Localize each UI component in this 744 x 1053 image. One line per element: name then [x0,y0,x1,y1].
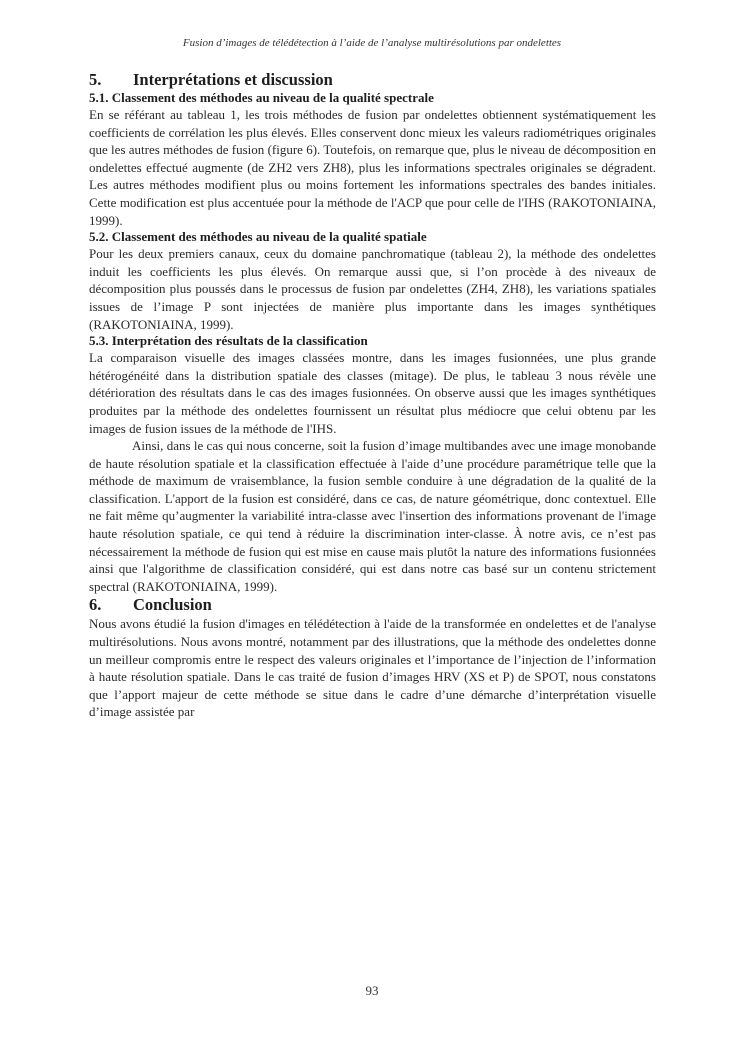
running-header: Fusion d’images de télédétection à l’aide de l’analyse multirésolutions par ondelettes [182,37,562,49]
subsection-5-1-paragraph: En se référant au tableau 1, les trois méthodes de fusion par ondelettes obtiennent systématiquement les coefficients de corrélation les plus élevés. Elles conservent donc mieux les valeurs radiométriques originales que les autres méthodes de fusion (figure 6). Toutefois, on remarque que, plus le niveau de décomposition en ondelettes effectué augmente (de ZH2 vers ZH8), plus les informations spectrales originales se dégradent. Les autres méthodes modifient plus ou moins fortement les informations spectrales des bandes initiales. Cette modification est plus accentuée pour la méthode de l'ACP que pour celle de l'IHS (RAKOTONIAINA, 1999). [89,107,656,228]
section-5-heading [89,70,656,90]
subsection-5-1-title: 5.1. Classement des méthodes au niveau de la qualité spectrale [89,90,434,105]
page-number: 93 [365,983,379,998]
section-5-number: 5. [89,70,102,89]
section-6-title: Conclusion [133,595,212,615]
section-6-number: 6. [89,595,102,615]
page-content [89,70,656,721]
section-6-heading [89,595,656,615]
section-5-title: Interprétations et discussion [133,70,333,89]
conclusion-paragraph: Nous avons étudié la fusion d'images en télédétection à l'aide de la transformée en ondelettes et de l'analyse multirésolutions. Nous avons montré, notamment par des illustrations, que la méthode des ondelettes donne un meilleur compromis entre le respect des valeurs originales et l’importance de l’injection de l’information à haute résolution spatiale. Dans le cas traité de fusion d’images HRV (XS et P) de SPOT, nous constatons que l’apport majeur de cette méthode se situe dans le cadre d’une démarche d’interprétation visuelle d’image assistée par [89,616,656,720]
subsection-5-3-paragraph-2: Ainsi, dans le cas qui nous concerne, soit la fusion d’image multibandes avec une image monobande de haute résolution spatiale et la classification effectuée à l'aide d’une procédure paramétrique telle que la méthode de maximum de vraisemblance, la fusion semble conduire à une dégradation de la qualité de la classification. L'apport de la fusion est considéré, dans ce cas, de nature géométrique, donc contextuel. Elle ne fait même qu’augmenter la variabilité intra-classe avec l'insertion des informations provenant de l'image haute résolution spatiale, ce qui tend à réduire la discrimination inter-classe. À notre avis, ce n’est pas nécessairement la méthode de fusion qui est mise en cause mais plutôt la nature des informations fusionnées ainsi que l'algorithme de classification considéré, qui est dans notre cas basé sur un contenu strictement spectral (RAKOTONIAINA, 1999). [89,438,656,594]
subsection-5-3-paragraph-1: La comparaison visuelle des images classées montre, dans les images fusionnées, une plus grande hétérogénéité dans la distribution spatiale des classes (mitage). De plus, le tableau 3 nous révèle une détérioration des résultats dans le cas des images fusionnées. On observe aussi que les images synthétiques produites par la méthode des ondelettes fournissent un résultat plus médiocre que celui obtenu par les images de fusion issues de la méthode de l'IHS. [89,350,656,436]
subsection-5-2-title: 5.2. Classement des méthodes au niveau de la qualité spatiale [89,229,427,245]
subsection-5-3-title: 5.3. Interprétation des résultats de la classification [89,333,368,349]
subsection-5-2-paragraph: Pour les deux premiers canaux, ceux du domaine panchromatique (tableau 2), la méthode des ondelettes induit les coefficients les plus élevés. On remarque aussi que, si l’on procède à des niveaux de décomposition plus poussés dans le processus de fusion par ondelettes (ZH4, ZH8), les variations spatiales issues de l’image P sont injectées de manière plus importante dans les images synthétiques (RAKOTONIAINA, 1999). [89,246,656,332]
